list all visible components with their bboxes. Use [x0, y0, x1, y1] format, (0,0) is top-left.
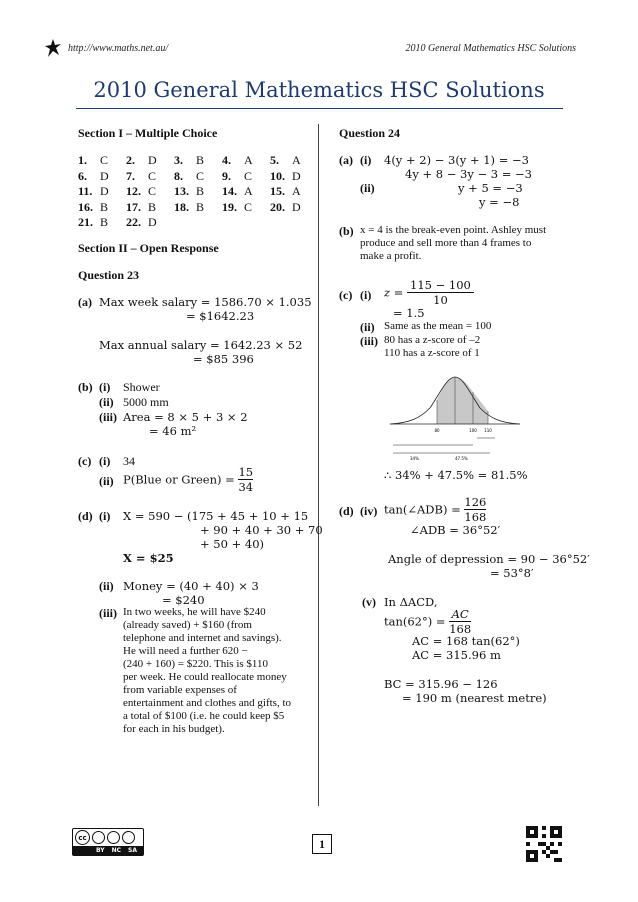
- q24-d-v-l4: AC = 315.96 m: [412, 648, 501, 662]
- mc-answer-letter: D: [100, 184, 109, 198]
- q24-c-ii-text: Same as the mean = 100: [384, 320, 492, 332]
- mc-answer: [222, 169, 252, 184]
- section2-heading: Section II – Open Response: [78, 241, 219, 255]
- mc-answer: [126, 200, 156, 215]
- q24-d-v-num: AC: [451, 607, 469, 621]
- mc-answer: [78, 215, 108, 230]
- q23-d-iii-paragraph: [123, 606, 313, 736]
- header-doc-title: 2010 General Mathematics HSC Solutions: [405, 43, 576, 54]
- mc-question-number: 10.: [270, 168, 285, 183]
- mc-answer-letter: B: [100, 199, 109, 214]
- mc-answer: [174, 200, 204, 215]
- q23-b-iii-text: Area = 8 × 5 + 3 × 2: [123, 410, 248, 424]
- license-sa: SA: [128, 847, 137, 854]
- mc-question-number: 3.: [174, 153, 183, 167]
- q23-d-iii-line: from variable expenses of: [123, 684, 237, 696]
- q23-d-ii-label: (ii): [99, 579, 114, 593]
- q24-d-iv-den: 168: [464, 510, 487, 524]
- q23-d-iii-line: (240 + 160) = $220. This is $110: [123, 658, 269, 670]
- mc-answer-letter: B: [196, 199, 205, 214]
- license-nc: NC: [111, 847, 122, 854]
- mc-answer-letter: C: [100, 153, 109, 167]
- site-logo-icon: [44, 38, 62, 58]
- header-url[interactable]: http://www.maths.net.au/: [68, 43, 169, 54]
- q24-a-l1: 4(y + 2) − 3(y + 1) = −3: [384, 153, 529, 167]
- mc-answer: [78, 169, 109, 184]
- q23-c-ii-text: P(Blue or Green) =: [123, 472, 235, 487]
- mc-question-number: 21.: [78, 215, 93, 229]
- mc-answer-letter: A: [292, 184, 301, 198]
- q24-c-i-expr: [384, 278, 474, 307]
- mc-question-number: 7.: [126, 168, 135, 183]
- mc-answer: [126, 215, 157, 230]
- curve-tick-80: 80: [434, 428, 440, 433]
- q24-a-ii-label: (ii): [360, 181, 375, 195]
- mc-answer-letter: A: [244, 184, 253, 198]
- cc-icon: cc: [75, 830, 90, 845]
- q24-a-l4: y = −8: [479, 195, 520, 209]
- q24-d-v-lhs: tan(62°) =: [384, 614, 446, 629]
- q23-d-label: (d): [78, 509, 93, 523]
- curve-pct-47: 47.5%: [455, 456, 468, 461]
- section1-heading: Section I – Multiple Choice: [78, 126, 218, 140]
- q24-c-iii-label: (iii): [360, 334, 378, 348]
- q24-d-iv-label: (iv): [360, 504, 378, 518]
- mc-answer-letter: A: [292, 153, 301, 167]
- mc-question-number: 18.: [174, 199, 189, 214]
- title-underline: [76, 108, 563, 109]
- q24-c-label: (c): [339, 288, 353, 302]
- q24-b-line: produce and sell more than 4 frames to: [360, 237, 532, 249]
- mc-question-number: 12.: [126, 184, 141, 198]
- q24-d-v-l5: BC = 315.96 − 126: [384, 677, 498, 691]
- q24-d-v-l3: AC = 168 tan(62°): [412, 634, 520, 648]
- q23-d-iii-line: per week. He could reallocate money: [123, 671, 287, 683]
- q23-c-i-text: 34: [123, 454, 135, 468]
- q23-a-line3: Max annual salary = 1642.23 × 52: [99, 338, 303, 352]
- q23-a-line2: = $1642.23: [186, 309, 255, 323]
- mc-question-number: 15.: [270, 184, 285, 198]
- q23-d-iii-line: for each in his budget).: [123, 723, 225, 735]
- q23-a-line4: = $85 396: [193, 352, 254, 366]
- q23-d-ii-l1: Money = (40 + 40) × 3: [123, 579, 259, 593]
- q24-c-result: ∴ 34% + 47.5% = 81.5%: [384, 468, 528, 482]
- q24-a-i-label: (i): [360, 153, 372, 167]
- mc-answer: [174, 153, 204, 168]
- q23-b-ii-text: 5000 mm: [123, 395, 169, 409]
- mc-answer: [270, 200, 301, 215]
- mc-answer: [78, 184, 109, 199]
- mc-answer: [270, 169, 301, 184]
- q24-heading: Question 24: [339, 126, 401, 140]
- q24-d-v-l6: = 190 m (nearest metre): [402, 691, 547, 705]
- mc-answer: [222, 153, 253, 168]
- q23-d-iii-line: entertainment and clothes and gifts, to: [123, 697, 292, 709]
- mc-question-number: 1.: [78, 153, 87, 167]
- q23-d-ii-l2: = $240: [162, 593, 205, 607]
- q24-d-v-l1: In ΔACD,: [384, 595, 438, 609]
- mc-answer: [78, 200, 108, 215]
- mc-question-number: 20.: [270, 199, 285, 214]
- mc-answer: [78, 153, 108, 168]
- q24-a-label: (a): [339, 153, 353, 167]
- mc-question-number: 9.: [222, 168, 231, 183]
- q23-b-label: (b): [78, 380, 93, 394]
- mc-answer-letter: D: [148, 215, 157, 229]
- mc-answer-letter: C: [196, 168, 205, 183]
- page-number: 1: [312, 834, 332, 854]
- license-by: BY: [96, 847, 105, 854]
- q23-d-i-l4: X = $25: [123, 551, 174, 565]
- q23-heading: Question 23: [78, 268, 140, 282]
- q23-d-iii-line: telephone and internet and savings).: [123, 632, 282, 644]
- q23-d-iii-line: a total of $100 (i.e. he could keep $5: [123, 710, 285, 722]
- mc-question-number: 17.: [126, 199, 141, 214]
- q24-d-iv-expr: [384, 495, 486, 524]
- mc-answer-letter: B: [196, 153, 205, 167]
- mc-answer-letter: D: [292, 199, 301, 214]
- curve-tick-100: 100: [469, 428, 477, 433]
- mc-question-number: 19.: [222, 199, 237, 214]
- q24-c-i-num: 115 − 100: [410, 278, 471, 292]
- q24-c-ii-label: (ii): [360, 320, 375, 334]
- q23-b-i-label: (i): [99, 380, 111, 394]
- q24-d-v-den: 168: [449, 622, 472, 636]
- q23-d-iii-line: In two weeks, he will have $240: [123, 606, 266, 618]
- q23-d-i-l2: + 90 + 40 + 30 + 70: [200, 523, 323, 537]
- by-icon: [92, 831, 105, 844]
- mc-question-number: 8.: [174, 168, 183, 183]
- q24-c-i-fraction: [407, 278, 474, 307]
- q24-c-i-lhs: z =: [384, 285, 404, 300]
- mc-answer: [174, 169, 204, 184]
- q23-b-i-text: Shower: [123, 380, 160, 394]
- mc-answer-letter: D: [100, 168, 109, 183]
- mc-answer: [270, 153, 301, 168]
- mc-question-number: 16.: [78, 199, 93, 214]
- q24-d-v-expr: [384, 607, 471, 636]
- q23-d-i-l1: X = 590 − (175 + 45 + 10 + 15: [123, 509, 309, 523]
- q24-c-i-den: 10: [407, 292, 474, 307]
- mc-question-number: 6.: [78, 168, 87, 183]
- q24-d-v-label: (v): [362, 595, 376, 609]
- mc-answer-letter: B: [148, 199, 157, 214]
- curve-tick-110: 110: [484, 428, 492, 433]
- q24-d-iv-num: 126: [464, 495, 487, 509]
- q24-d-iv-fraction: [464, 495, 486, 524]
- q23-b-iii-label: (iii): [99, 410, 117, 424]
- page-title: 2010 General Mathematics HSC Solutions: [93, 78, 545, 102]
- mc-answer: [126, 153, 157, 168]
- q23-d-i-l3: + 50 + 40): [200, 537, 264, 551]
- q24-b-paragraph: [360, 224, 575, 263]
- normal-curve-diagram: [385, 368, 555, 468]
- q23-a-label: (a): [78, 295, 92, 309]
- q24-c-iii-l1: 80 has a z-score of –2: [384, 334, 481, 346]
- mc-answer-letter: B: [100, 215, 109, 229]
- q23-d-i-label: (i): [99, 509, 111, 523]
- q23-c-i-label: (i): [99, 454, 111, 468]
- qr-code-icon[interactable]: [526, 826, 562, 867]
- q23-c-ii-num: 15: [238, 465, 254, 479]
- q24-d-v-fraction: [449, 607, 471, 636]
- q23-c-ii-fraction: [238, 465, 253, 494]
- mc-question-number: 13.: [174, 184, 189, 198]
- mc-answer: [222, 184, 253, 199]
- mc-answer-letter: C: [244, 199, 253, 214]
- mc-answer-letter: A: [244, 153, 253, 167]
- mc-question-number: 4.: [222, 153, 231, 167]
- mc-answer-letter: B: [196, 184, 205, 198]
- q24-a-l3: y + 5 = −3: [458, 181, 523, 195]
- mc-answer-letter: D: [292, 168, 301, 183]
- mc-question-number: 5.: [270, 153, 279, 167]
- column-divider: [318, 124, 319, 806]
- mc-answer-letter: C: [148, 168, 157, 183]
- q24-d-iv-res: ∠ADB = 36°52′: [410, 523, 501, 537]
- q24-d-iv-dep2: = 53°8′: [490, 566, 534, 580]
- sa-icon: [122, 831, 135, 844]
- q24-a-l2: 4y + 8 − 3y − 3 = −3: [405, 167, 532, 181]
- q24-c-i-label: (i): [360, 288, 372, 302]
- mc-question-number: 2.: [126, 153, 135, 167]
- q24-c-i-res: = 1.5: [393, 306, 425, 320]
- q24-d-iv-dep1: Angle of depression = 90 − 36°52′: [388, 552, 590, 566]
- mc-question-number: 14.: [222, 184, 237, 198]
- mc-answer-letter: D: [148, 153, 157, 167]
- cc-license-badge[interactable]: [72, 828, 144, 856]
- mc-answer: [174, 184, 204, 199]
- mc-answer-letter: C: [244, 168, 253, 183]
- q24-b-line: x = 4 is the break-even point. Ashley must: [360, 224, 547, 236]
- q23-c-label: (c): [78, 454, 92, 468]
- mc-answer: [126, 169, 156, 184]
- q24-d-iv-lhs: tan(∠ADB) =: [384, 502, 461, 517]
- q23-b-iii-text2: = 46 m²: [149, 424, 197, 438]
- q24-d-label: (d): [339, 504, 354, 518]
- q23-b-ii-label: (ii): [99, 395, 114, 409]
- q23-d-iii-label: (iii): [99, 606, 117, 620]
- mc-answer: [126, 184, 156, 199]
- mc-question-number: 22.: [126, 215, 141, 229]
- q23-c-ii-expr: [123, 465, 253, 494]
- mc-question-number: 11.: [78, 184, 93, 198]
- mc-answer: [222, 200, 252, 215]
- mc-answer-letter: C: [148, 184, 157, 198]
- q23-c-ii-den: 34: [238, 480, 254, 494]
- curve-pct-34: 34%: [410, 456, 419, 461]
- q24-b-line: make a profit.: [360, 250, 422, 262]
- mc-answer: [270, 184, 301, 199]
- q23-d-iii-line: He will need a further 620 −: [123, 645, 248, 657]
- q24-b-label: (b): [339, 224, 354, 238]
- q24-c-iii-l2: 110 has a z-score of 1: [384, 347, 480, 359]
- q23-a-line1: Max week salary = 1586.70 × 1.035: [99, 295, 312, 309]
- q23-d-iii-line: (already saved) + $160 (from: [123, 619, 252, 631]
- q23-c-ii-label: (ii): [99, 474, 114, 488]
- nc-icon: [107, 831, 120, 844]
